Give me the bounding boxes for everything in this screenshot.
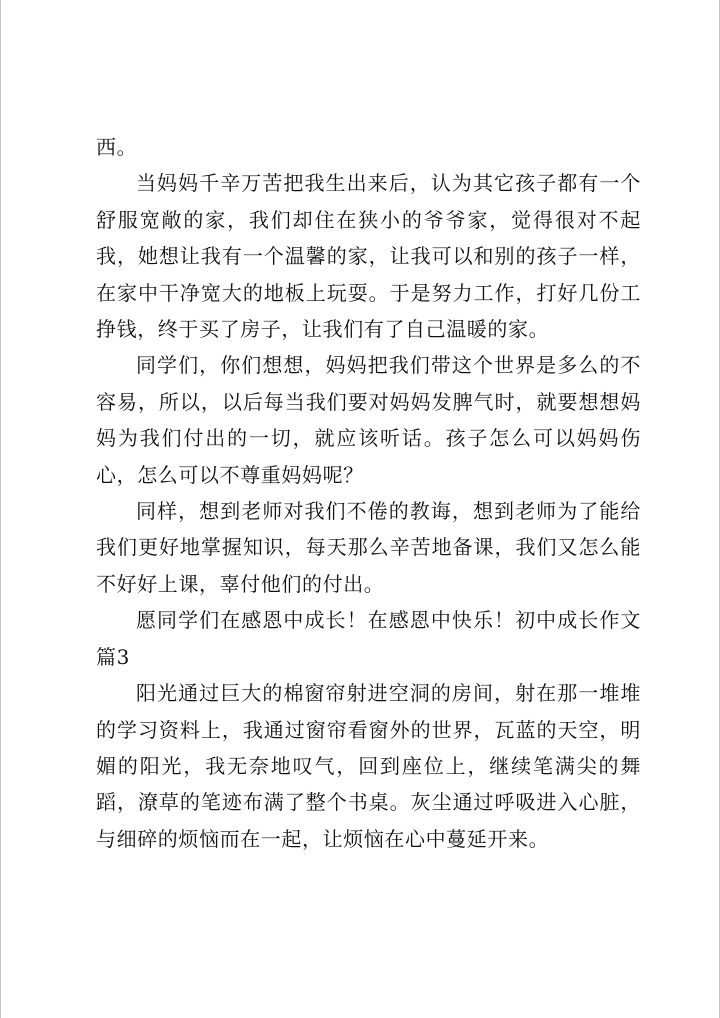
paragraph-continuation: 西。 <box>96 135 138 159</box>
paragraph-mother-home: 当妈妈千辛万苦把我生出来后，认为其它孩子都有一个舒服宽敞的家，我们却住在狭小的爷爷家，觉得很对不起我，她想让我有一个温馨的家，让我可以和别的孩子一样，在家中干净宽大的地板上玩耍。于是努力工作，打好几份工挣钱，终于买了房子，让我们有了自己温暖的家。 <box>96 171 641 342</box>
paragraph-sunlight: 阳光通过巨大的棉窗帘射进空洞的房间，射在那一堆堆的学习资料上，我通过窗帘看窗外的世界，瓦蓝的天空，明媚的阳光，我无奈地叹气，回到座位上，继续笔满尖的舞蹈，潦草的笔迹布满了整个书桌。灰尘通过呼吸进入心脏，与细碎的烦恼而在一起，让烦恼在心中蔓延开来。 <box>96 681 641 851</box>
paragraph-classmates: 同学们，你们想想，妈妈把我们带这个世界是多么的不容易，所以，以后每当我们要对妈妈发脾气时，就要想想妈妈为我们付出的一切，就应该听话。孩子怎么可以妈妈伤心，怎么可以不尊重妈妈呢？ <box>96 353 641 487</box>
paragraph-teacher: 同样，想到老师对我们不倦的教诲，想到老师为了能给我们更好地掌握知识，每天那么辛苦地备课，我们又怎么能不好好上课，辜付他们的付出。 <box>96 499 641 596</box>
paragraph-wish-heading: 愿同学们在感恩中成长！在感恩中快乐！初中成长作文 篇3 <box>96 608 662 669</box>
document-body <box>96 129 662 857</box>
